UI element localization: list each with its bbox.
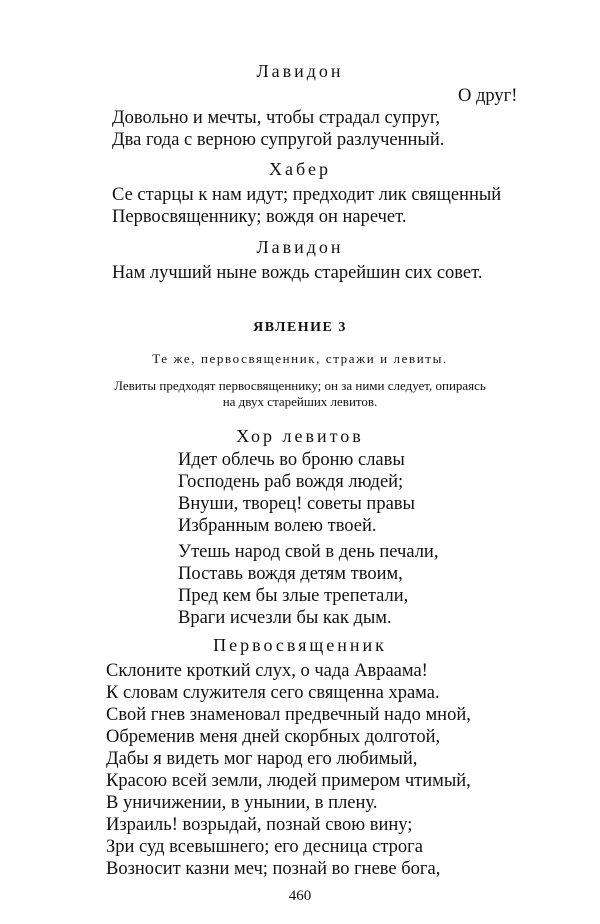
speaker-lavidon-1: Лавидон [256,61,344,81]
stage-direction: Левиты предходят первосвященнику; он за ними следует, опираясь [114,378,486,393]
verse-line: Се старцы к нам идут; предходит лик священный [112,185,502,205]
speaker-high-priest: Первосвященник [213,635,387,655]
verse-line: Внуши, творец! советы правы [178,494,415,514]
verse-line: Израиль! возрыдай, познай свою вину; [106,815,413,835]
verse-line: Пред кем бы злые трепетали, [178,586,409,606]
verse-line: Обременив меня дней скорбных долготой, [106,727,441,747]
speaker-chorus: Хор левитов [236,426,364,446]
verse-line: Поставь вождя детям твоим, [178,564,403,584]
speaker-khaber: Хабер [269,159,331,179]
verse-line: Склоните кроткий слух, о чада Авраама! [106,661,428,681]
verse-line: Избранным волею твоей. [178,516,377,536]
scene-cast: Те же, первосвященник, стражи и левиты. [152,351,448,366]
verse-line: О друг! [458,86,518,106]
scene-heading: ЯВЛЕНИЕ 3 [253,320,347,335]
verse-line: К словам служителя сего священна храма. [106,683,440,703]
verse-line: Враги исчезли бы как дым. [178,608,392,628]
verse-line: Возносит казни меч; познай во гневе бога, [106,859,441,879]
speaker-lavidon-2: Лавидон [256,237,344,257]
verse-line: Господень раб вождя людей; [178,472,404,492]
verse-line: Утешь народ свой в день печали, [178,542,439,562]
verse-line: Идет облечь во броню славы [178,450,405,470]
verse-line: Красою всей земли, людей примером чтимый, [106,771,471,791]
verse-line: Дабы я видеть мог народ его любимый, [106,749,418,769]
verse-line: В уничижении, в унынии, в плену. [106,793,378,813]
verse-line: Два года с верною супругой разлученный. [112,130,445,150]
verse-line: Свой гнев знаменовал предвечный надо мной, [106,705,471,725]
verse-line: Нам лучший ныне вождь старейшин сих совет. [112,263,483,283]
verse-line: Первосвященнику; вождя он наречет. [112,207,407,227]
verse-line: Зри суд всевышнего; его десница строга [106,837,423,857]
stage-direction: на двух старейших левитов. [222,394,378,409]
verse-line: Довольно и мечты, чтобы страдал супруг, [112,108,440,128]
page-number: 460 [288,888,312,904]
